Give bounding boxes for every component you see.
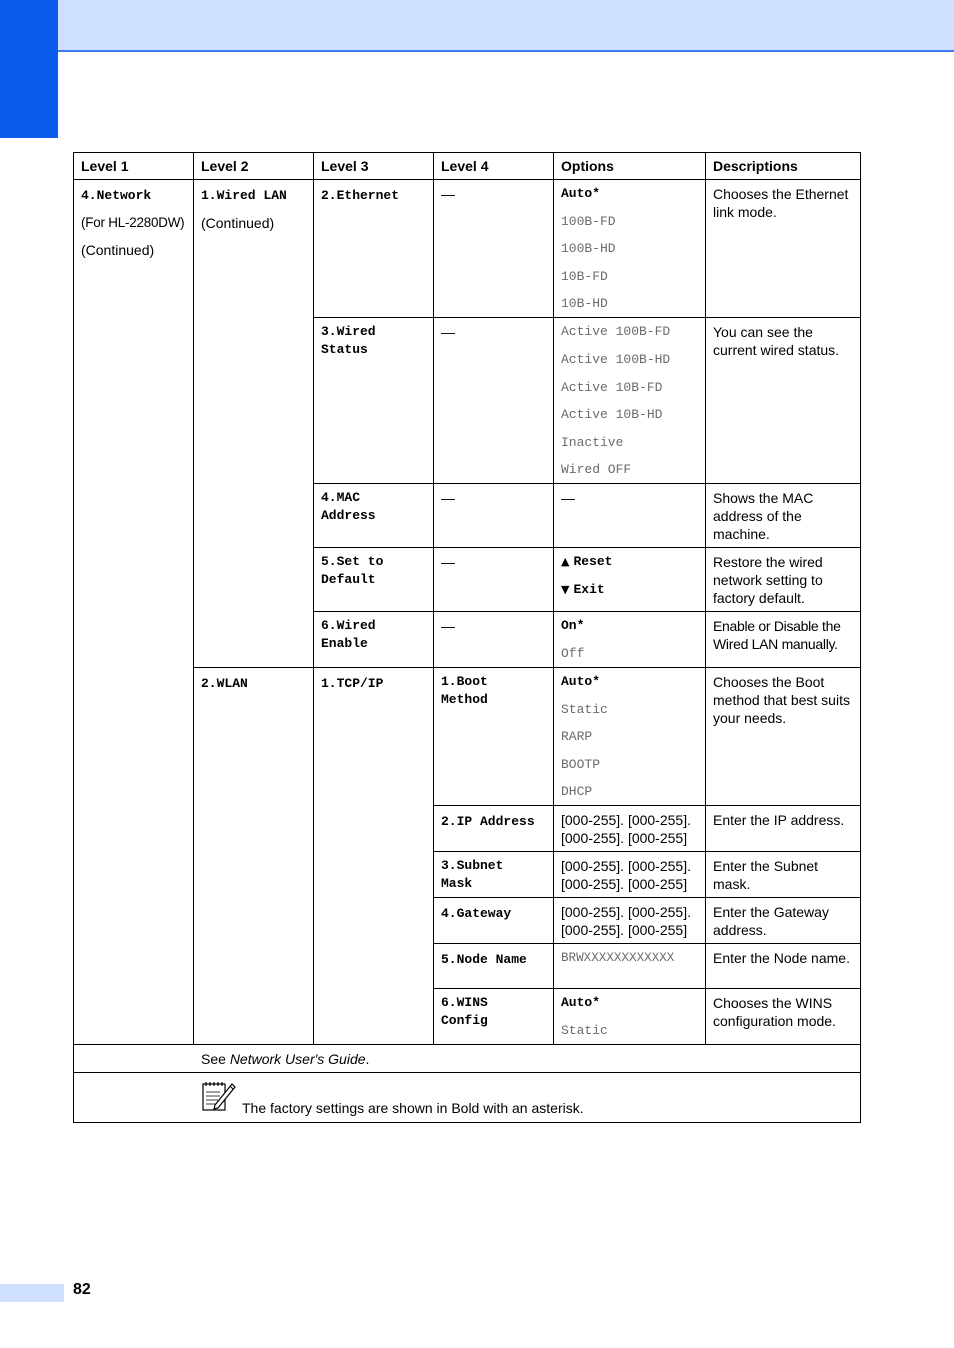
header-band — [0, 0, 954, 52]
options-node-name: BRWXXXXXXXXXXXX — [561, 951, 675, 966]
header-descriptions: Descriptions — [706, 153, 861, 180]
description-text: Chooses the Boot method that best suits your needs. — [713, 673, 850, 726]
page-number: 82 — [73, 1281, 91, 1298]
header-row — [74, 153, 861, 180]
option-item: Static — [561, 701, 608, 717]
description-text: Enable or Disable the Wired LAN manually. — [713, 618, 841, 653]
header-level3: Level 3 — [314, 153, 434, 180]
level4-dash: — — [441, 554, 455, 571]
options-wired-status — [554, 318, 706, 484]
memo-pencil-icon — [201, 1079, 237, 1113]
memo-cell — [74, 1072, 861, 1122]
level2-wired-lan: 1.Wired LAN — [201, 188, 287, 203]
options-dash: — — [561, 490, 575, 507]
level4-wins-config: 6.WINS Config — [441, 995, 488, 1029]
memo-text: The factory settings are shown in Bold with an asterisk. — [242, 1099, 584, 1116]
see-guide-row — [74, 1044, 861, 1072]
header-level2: Level 2 — [194, 153, 314, 180]
option-item: 100B-HD — [561, 241, 616, 257]
down-arrow-icon: ▼ — [561, 582, 570, 596]
option-item: RARP — [561, 729, 593, 745]
option-item: Static — [561, 1022, 608, 1038]
chapter-tab — [0, 0, 58, 138]
up-arrow-icon: ▲ — [561, 555, 570, 569]
description-text: Enter the Node name. — [713, 950, 850, 967]
option-item: Auto* — [561, 995, 601, 1011]
level4-ip-address: 2.IP Address — [441, 814, 535, 830]
option-item: BOOTP — [561, 756, 601, 772]
menu-table — [73, 152, 861, 1123]
memo-row — [74, 1072, 861, 1122]
level4-subnet-mask: 3.Subnet Mask — [441, 858, 504, 892]
level2-wlan: 2.WLAN — [201, 675, 248, 691]
page-number-bar — [0, 1284, 64, 1302]
level3-ethernet: 2.Ethernet — [321, 188, 400, 203]
option-item: Active 100B-HD — [561, 351, 671, 367]
options-range: [000-255]. [000-255]. [000-255]. [000-255] — [561, 858, 691, 893]
table-row — [74, 180, 861, 318]
level4-dash: — — [441, 618, 455, 635]
description-text: You can see the current wired status. — [713, 324, 840, 359]
level3-set-to-default: 5.Set to Default — [321, 554, 384, 588]
level2-continued-note: (Continued) — [201, 215, 275, 231]
level4-dash: — — [441, 186, 455, 202]
option-item: Wired OFF — [561, 462, 632, 478]
options-wins-config — [554, 989, 706, 1045]
description-text: Enter the Gateway address. — [713, 904, 829, 939]
option-reset: ▲ Reset — [561, 554, 613, 570]
level3-wired-status: 3.Wired Status — [321, 324, 376, 358]
level4-boot-method: 1.Boot Method — [441, 673, 488, 707]
level2-wired-lan-cell — [194, 180, 314, 668]
level3-tcpip: 1.TCP/IP — [321, 675, 384, 691]
options-ethernet — [554, 180, 706, 318]
header-options: Options — [554, 153, 706, 180]
description-text: Restore the wired network setting to factory default. — [713, 554, 823, 607]
level1-cell — [74, 180, 194, 1045]
option-item: 100B-FD — [561, 213, 616, 229]
options-range: [000-255]. [000-255]. [000-255]. [000-255] — [561, 904, 691, 939]
option-item: Auto* — [561, 673, 601, 689]
level4-gateway: 4.Gateway — [441, 906, 512, 922]
option-item: 10B-HD — [561, 296, 608, 312]
header-level1: Level 1 — [74, 153, 194, 180]
level3-tcpip-cell — [314, 667, 434, 1044]
options-set-to-default — [554, 548, 706, 612]
level4-dash: — — [441, 324, 455, 341]
description-text: Enter the Subnet mask. — [713, 858, 819, 893]
option-item: Active 10B-HD — [561, 407, 663, 423]
option-item: DHCP — [561, 784, 593, 800]
options-wired-enable — [554, 612, 706, 668]
option-item: On* — [561, 618, 585, 634]
level4-dash: — — [441, 490, 455, 507]
level1-continued-note: (Continued) — [81, 242, 155, 258]
option-item: Active 10B-FD — [561, 379, 663, 395]
level4-node-name: 5.Node Name — [441, 952, 527, 968]
level1-item: 4.Network — [81, 188, 152, 203]
see-suffix: . — [365, 1050, 370, 1067]
description-text: Chooses the WINS configuration mode. — [713, 995, 836, 1030]
description-text: Enter the IP address. — [713, 812, 845, 829]
guide-link[interactable]: Network User's Guide — [229, 1050, 366, 1067]
description-text: Shows the MAC address of the machine. — [713, 490, 814, 543]
options-boot-method — [554, 667, 706, 805]
options-range: [000-255]. [000-255]. [000-255]. [000-255] — [561, 812, 691, 847]
level2-wlan-cell — [194, 667, 314, 1044]
option-item: Active 100B-FD — [561, 324, 671, 340]
option-item: Off — [561, 645, 585, 661]
see-guide-cell — [74, 1044, 861, 1072]
level3-mac-address: 4.MAC Address — [321, 490, 376, 524]
option-item: Auto* — [561, 186, 601, 201]
header-level4: Level 4 — [434, 153, 554, 180]
option-item: Inactive — [561, 434, 624, 450]
description-text: Chooses the Ethernet link mode. — [713, 186, 849, 220]
option-item: 10B-FD — [561, 268, 608, 284]
level1-model-note: (For HL-2280DW) — [81, 215, 185, 230]
see-prefix: See — [201, 1050, 230, 1067]
option-exit: ▼ Exit — [561, 581, 605, 597]
level3-wired-enable: 6.Wired Enable — [321, 618, 376, 652]
